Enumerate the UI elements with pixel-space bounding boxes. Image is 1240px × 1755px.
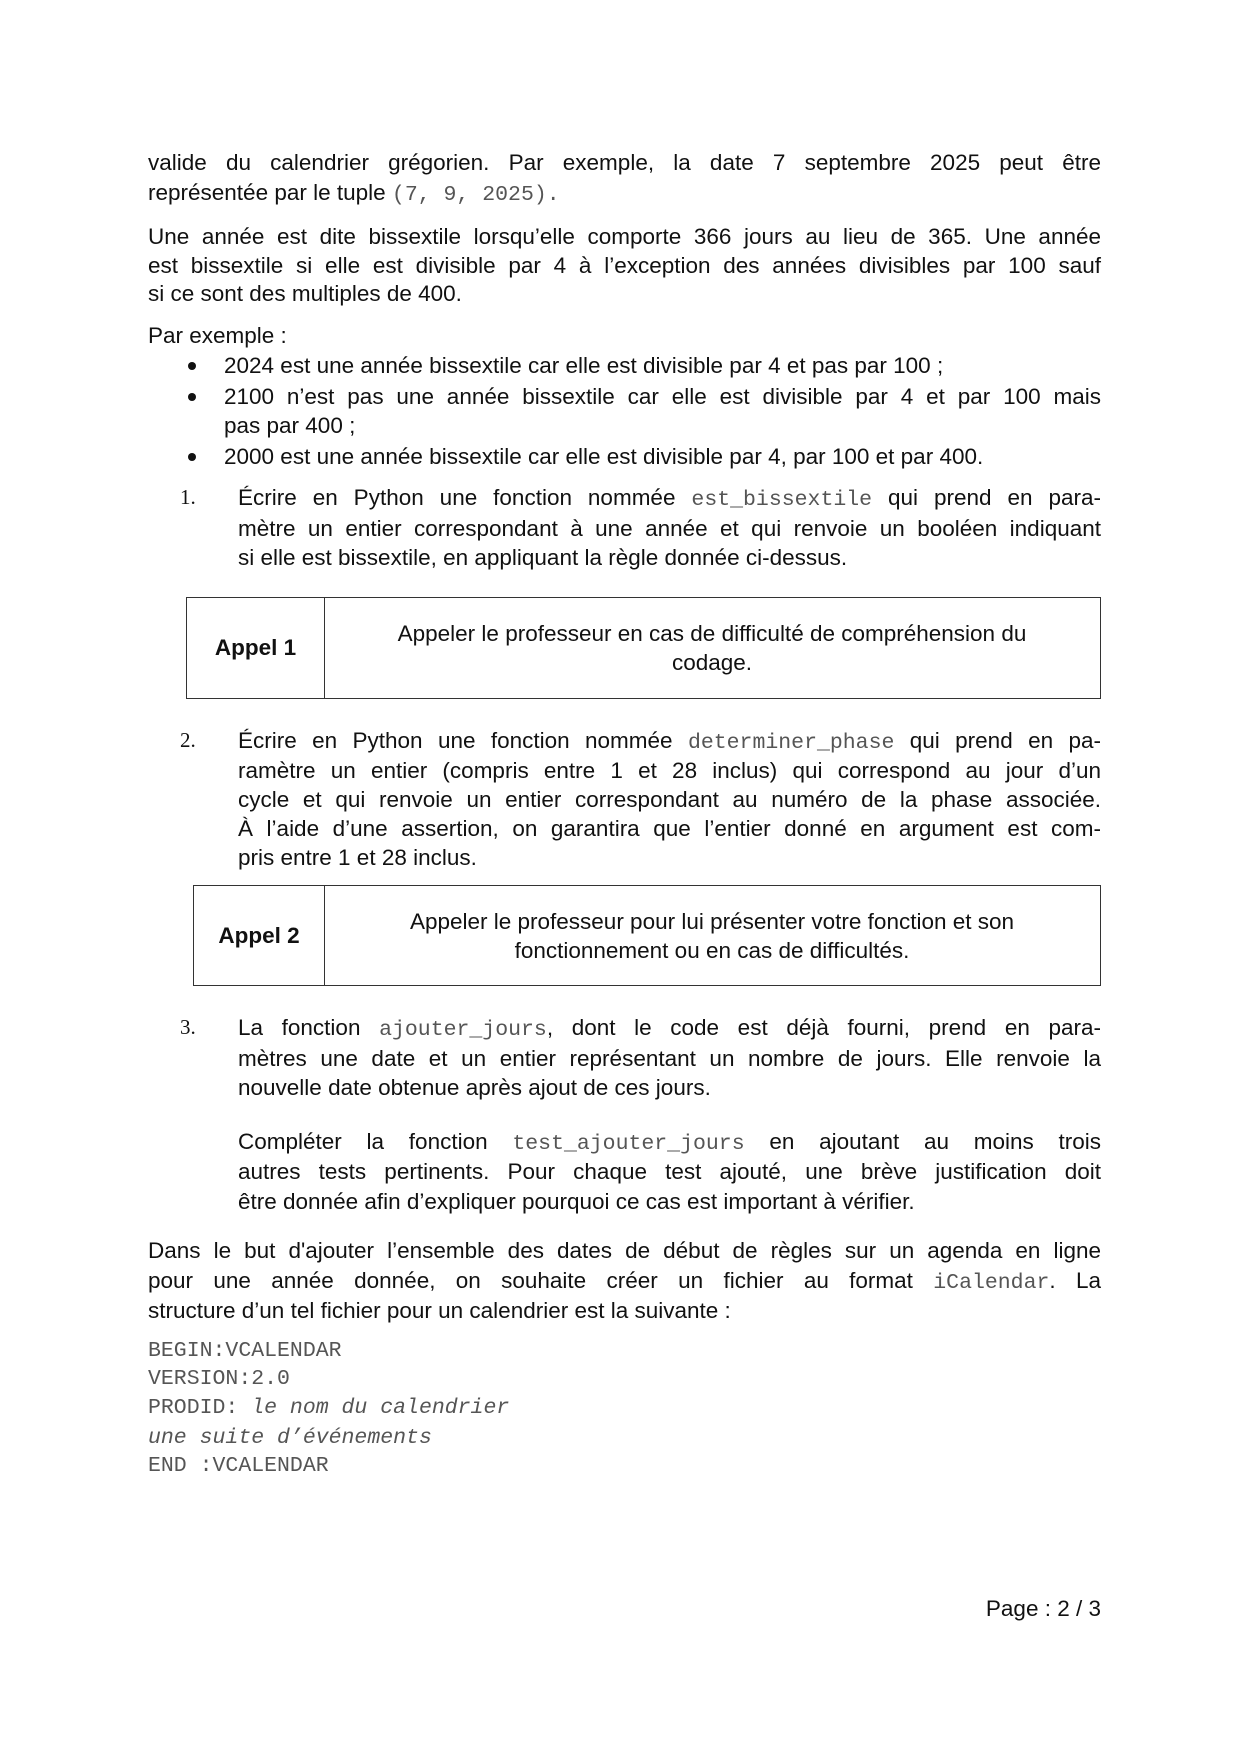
appel-text-line: Appeler le professeur pour lui présenter votre fonction et son [409,908,1015,934]
question-number: 1. [180,485,196,509]
paragraph-line: structure d’un tel fichier pour un calendrier est la suivante : [148,1298,731,1323]
code-key: PRODID: [148,1396,252,1420]
question-line: nouvelle date obtenue après ajout de ces jours. [238,1075,711,1100]
question-line: pris entre 1 et 28 inclus. [238,845,477,870]
question-line: mètre un entier correspondant à une année et qui renvoie un booléen indiquant [238,516,1101,541]
code-inline: ajouter_jours [379,1018,547,1042]
code-inline: determiner_phase [687,731,895,755]
list-item: 2100 n’est pas une année bissextile car elle est divisible par 4 et par 100 mais [224,384,1101,409]
paragraph-line: est bissextile si elle est divisible par 4 à l’exception des années divisibles par 100 sauf [148,253,1101,278]
bullet-icon [188,362,196,370]
bullet-icon [188,453,196,461]
question-line: ramètre un entier (compris entre 1 et 28 inclus) qui correspond au jour d’un [238,758,1101,783]
question-line [238,726,1101,755]
question-number: 2. [180,728,196,752]
code-inline: test_ajouter_jours [512,1132,745,1156]
intro-line: valide du calendrier grégorien. Par exemple, la date 7 septembre 2025 peut être [148,150,1101,175]
text: , dont le code est déjà fourni, prend en para- [546,1015,1101,1040]
text: . La [1049,1268,1101,1293]
code-inline: (7, 9, 2025) [391,183,547,207]
text: représentée par le tuple [148,180,392,205]
list-item-continuation: pas par 400 ; [224,413,356,438]
examples-heading: Par exemple : [148,323,287,348]
text: La fonction [238,1015,380,1040]
appel-2-box [193,885,1101,986]
question-number: 3. [180,1015,196,1039]
code-placeholder: le nom du calendrier [251,1396,510,1420]
code-line [148,1394,509,1423]
text: qui prend en para- [872,485,1101,510]
intro-line [148,178,1101,207]
list-item: 2000 est une année bissextile car elle est divisible par 4, par 100 et par 400. [224,444,984,469]
code-line: END :VCALENDAR [148,1454,329,1478]
question-line: si elle est bissextile, en appliquant la règle donnée ci-dessus. [238,545,848,570]
code-line: BEGIN:VCALENDAR [148,1339,342,1363]
appel-text-line: codage. [671,650,753,675]
question-line: être donnée afin d’expliquer pourquoi ce cas est important à vérifier. [238,1189,915,1214]
question-line [238,1127,1101,1156]
text: Écrire en Python une fonction nommée [238,485,692,510]
code-inline: iCalendar [933,1271,1050,1295]
code-line: VERSION:2.0 [148,1367,290,1391]
question-line: mètres une date et un entier représentant un nombre de jours. Elle renvoie la [238,1046,1101,1071]
appel-text-line: Appeler le professeur en cas de difficulté de compréhension du [397,621,1027,646]
paragraph-line [148,1266,1101,1295]
question-line: À l’aide d’une assertion, on garantira que l’entier donné en argument est com- [238,816,1101,841]
text: en ajoutant au moins trois [744,1129,1102,1154]
paragraph-line: Une année est dite bissextile lorsqu’elle comporte 366 jours au lieu de 365. Une année [148,224,1101,249]
appel-text [324,886,1100,985]
appel-text [324,598,1100,698]
code-line: une suite d’événements [148,1426,432,1450]
appel-label: Appel 1 [187,598,325,698]
text: . [546,183,560,207]
question-line [238,1013,1101,1042]
bullet-icon [188,393,196,401]
list-item: 2024 est une année bissextile car elle est divisible par 4 et pas par 100 ; [224,353,944,378]
text: qui prend en pa- [894,728,1101,753]
question-line [238,483,1101,512]
page-number: Page : 2 / 3 [985,1596,1101,1621]
text: Écrire en Python une fonction nommée [238,728,688,753]
appel-1-box [186,597,1101,699]
question-line: autres tests pertinents. Pour chaque test ajouté, une brève justification doit [238,1159,1101,1184]
appel-label: Appel 2 [194,886,325,985]
text: pour une année donnée, on souhaite créer un fichier au format [148,1268,934,1293]
paragraph-line: Dans le but d'ajouter l’ensemble des dates de début de règles sur un agenda en ligne [148,1238,1101,1263]
paragraph-line: si ce sont des multiples de 400. [148,281,462,306]
text: Compléter la fonction [238,1129,513,1154]
appel-text-line: fonctionnement ou en cas de difficultés. [514,937,910,963]
question-line: cycle et qui renvoie un entier correspondant au numéro de la phase associée. [238,787,1101,812]
code-inline: est_bissextile [691,488,873,512]
